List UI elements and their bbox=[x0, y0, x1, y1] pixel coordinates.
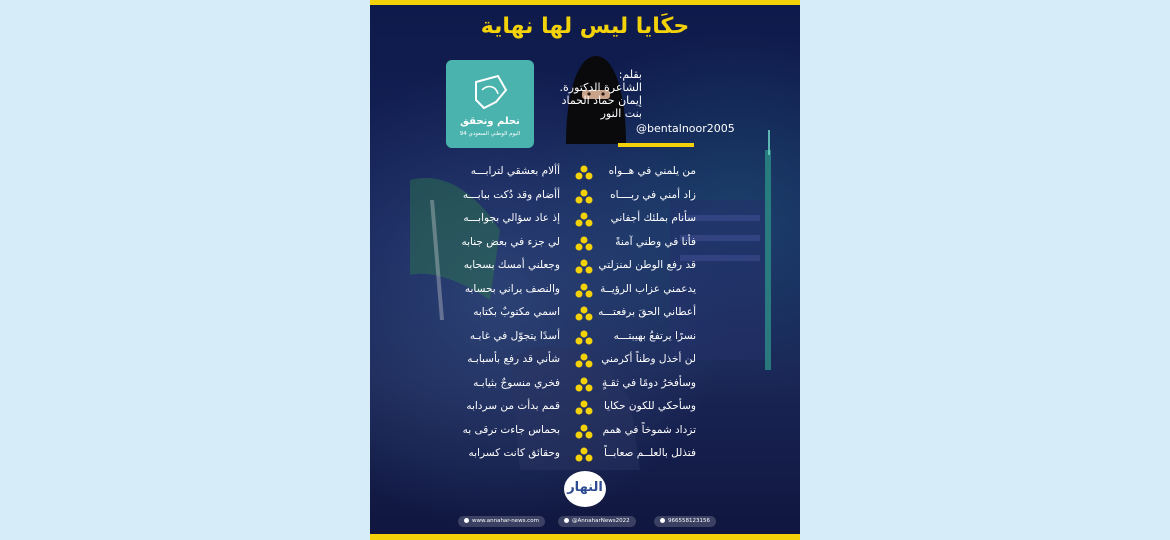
verse-first-hemistich: فأنا في وطني آمنةً bbox=[615, 235, 696, 248]
diamond-separator-icon bbox=[574, 376, 594, 394]
verse-second-hemistich: شأني قد رفع بأسبابـه bbox=[467, 353, 560, 365]
bottom-accent-bar bbox=[370, 534, 800, 540]
verse-second-hemistich: وجعلني أمسك بسحابه bbox=[463, 259, 560, 271]
verse-first-hemistich: يدعمني عزاب الرؤيــة bbox=[600, 282, 696, 295]
verse-first-hemistich: وسأفخرُ دومًا في ثقـةٍ bbox=[602, 376, 696, 389]
verse-second-hemistich: أألام بعشقي لترابـــه bbox=[470, 165, 560, 177]
diamond-separator-icon bbox=[574, 211, 594, 229]
national-day-logo bbox=[446, 60, 534, 148]
byline-accent-bar bbox=[618, 143, 694, 147]
byline-alias: بنت النور bbox=[600, 107, 642, 120]
diamond-separator-icon bbox=[574, 423, 594, 441]
verse-first-hemistich: قد رفع الوطن لمنزلتي bbox=[598, 259, 696, 271]
verse-row bbox=[370, 280, 800, 300]
verse-row bbox=[370, 162, 800, 182]
verse-row bbox=[370, 327, 800, 347]
verse-row bbox=[370, 444, 800, 464]
poster bbox=[370, 0, 800, 540]
verse-first-hemistich: من يلمني في هــواه bbox=[608, 165, 696, 177]
verse-second-hemistich: بحماس جاءت ترقى به bbox=[462, 423, 560, 436]
whatsapp-icon bbox=[660, 518, 665, 523]
verse-row bbox=[370, 421, 800, 441]
verse-row bbox=[370, 233, 800, 253]
verse-second-hemistich: اسمي مكتوبٌ بكتابه bbox=[473, 306, 560, 318]
verse-first-hemistich: سأنام بملئك أجفاني bbox=[610, 212, 696, 224]
social-icon bbox=[564, 518, 569, 523]
verse-second-hemistich: إذ عاد سؤالي بجوابـــه bbox=[463, 212, 560, 224]
verse-second-hemistich: فخري منسوجٌ بثيابـه bbox=[473, 376, 560, 389]
verse-first-hemistich: فتذلل بالعلــم صعابــاً bbox=[604, 447, 696, 459]
diamond-separator-icon bbox=[574, 446, 594, 464]
byline-role: الشاعرة الدكتورة. bbox=[559, 81, 642, 94]
diamond-separator-icon bbox=[574, 399, 594, 417]
verse-row bbox=[370, 209, 800, 229]
verse-row bbox=[370, 397, 800, 417]
verse-row bbox=[370, 303, 800, 323]
verse-second-hemistich: لي جزء في بعض جنابه bbox=[461, 235, 560, 248]
diamond-separator-icon bbox=[574, 305, 594, 323]
verse-row bbox=[370, 256, 800, 276]
verse-second-hemistich: أسدًا يتجوّل في غابـه bbox=[469, 329, 560, 342]
verse-second-hemistich: أأضام وقد دُكت ببابـــه bbox=[462, 188, 560, 201]
verse-first-hemistich: زاد أمني في ربــــاه bbox=[610, 188, 696, 201]
verse-row bbox=[370, 186, 800, 206]
logo-line-1: نحلم ونحقق bbox=[460, 116, 520, 127]
verse-row bbox=[370, 374, 800, 394]
verse-first-hemistich: نسرًا يرتفعُ بهيبتـــه bbox=[613, 329, 696, 342]
author-byline bbox=[522, 68, 642, 120]
verse-first-hemistich: أعطاني الحقَ برفعتـــه bbox=[598, 306, 696, 318]
phone-link[interactable] bbox=[654, 516, 716, 527]
poem-title: حكَايا ليس لها نهاية bbox=[480, 14, 690, 39]
diamond-separator-icon bbox=[574, 235, 594, 253]
annahar-logo-text: النهار bbox=[567, 480, 603, 495]
website-link[interactable] bbox=[458, 516, 545, 527]
social-link[interactable] bbox=[558, 516, 636, 527]
diamond-separator-icon bbox=[574, 329, 594, 347]
diamond-separator-icon bbox=[574, 188, 594, 206]
diamond-separator-icon bbox=[574, 282, 594, 300]
diamond-separator-icon bbox=[574, 352, 594, 370]
phone-text: 966558123156 bbox=[668, 518, 710, 524]
verse-first-hemistich: تزداد شموخاً في همم bbox=[602, 423, 696, 436]
byline-prefix: بقلم: bbox=[618, 68, 642, 81]
verse-first-hemistich: لن أخذل وطناً أكرمني bbox=[601, 353, 696, 365]
diamond-separator-icon bbox=[574, 164, 594, 182]
verse-second-hemistich: وحقائق كانت كسرابه bbox=[468, 447, 560, 459]
verse-second-hemistich: والنصف يراني بحسابه bbox=[464, 282, 560, 295]
verse-second-hemistich: قمم بدأت من سردابه bbox=[466, 400, 560, 412]
social-text: @AnnaharNews2022 bbox=[572, 518, 630, 524]
logo-line-2: اليوم الوطني السعودي 94 bbox=[459, 131, 521, 137]
globe-icon bbox=[464, 518, 469, 523]
verse-first-hemistich: وسأحكي للكون حكايا bbox=[603, 400, 696, 412]
website-text: www.annahar-news.com bbox=[472, 518, 539, 524]
footer bbox=[370, 516, 800, 530]
author-handle: @bentalnoor2005 bbox=[636, 122, 735, 135]
diamond-separator-icon bbox=[574, 258, 594, 276]
verse-row bbox=[370, 350, 800, 370]
byline-name: إيمان حماد الحماد bbox=[561, 94, 642, 107]
